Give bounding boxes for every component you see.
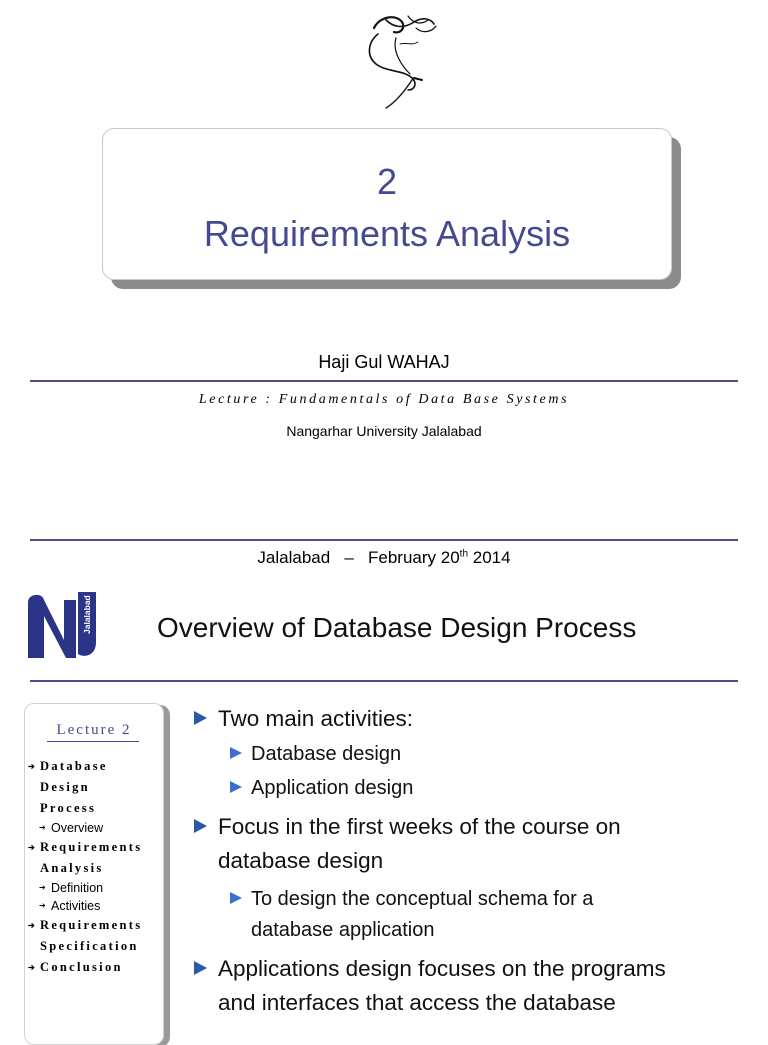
sidebar-item-label: Design: [40, 780, 90, 794]
bullet-item: [194, 810, 754, 878]
lecture-sidebar: [24, 703, 164, 1045]
sub-bullet-item: [194, 884, 754, 946]
bullet-item: [194, 702, 754, 736]
nav-arrow-icon: ➔: [28, 921, 38, 930]
nav-arrow-icon: ➔: [28, 762, 38, 771]
place: Jalalabad: [257, 548, 331, 567]
date-suffix: th: [459, 548, 469, 560]
divider: [30, 680, 738, 682]
date: February 20: [368, 548, 460, 567]
bullet-text: To design the conceptual schema for a: [251, 888, 594, 910]
sidebar-heading-underline: [47, 741, 139, 742]
bullet-triangle-icon: [194, 711, 207, 725]
bullet-triangle-icon: [230, 747, 242, 759]
sidebar-item-label: Process: [40, 801, 97, 815]
sidebar-item-label: Specification: [40, 939, 139, 953]
nav-arrow-icon: ➔: [39, 883, 46, 892]
nav-arrow-icon: ➔: [39, 823, 46, 832]
author-name: Haji Gul WAHAJ: [318, 352, 450, 372]
sidebar-item-label: Database: [40, 759, 108, 773]
university-name: Nangarhar University Jalalabad: [286, 423, 482, 439]
sub-bullet-item: [194, 739, 754, 770]
bullet-triangle-icon: [194, 819, 207, 833]
sidebar-item-requirements-analysis[interactable]: [25, 837, 165, 879]
bullet-text: Applications design focuses on the programs: [218, 956, 666, 981]
sidebar-item-database-design-process[interactable]: [25, 756, 165, 819]
bullet-text: and interfaces that access the database: [218, 990, 616, 1015]
sidebar-item-label: Requirements: [40, 840, 143, 854]
sidebar-item-label: Definition: [51, 881, 104, 895]
bullet-text: Two main activities:: [218, 706, 414, 731]
sidebar-item-label: Requirements: [40, 918, 143, 932]
bullet-text: database application: [251, 919, 435, 941]
nav-arrow-icon: ➔: [28, 963, 38, 972]
sidebar-item-requirements-specification[interactable]: [25, 915, 165, 957]
sidebar-item-definition[interactable]: [25, 879, 165, 897]
sidebar-item-activities[interactable]: [25, 897, 165, 915]
sidebar-nav: [25, 756, 165, 978]
place-and-date: [0, 548, 768, 568]
bullet-list: [194, 702, 754, 1020]
sub-bullet-item: [194, 773, 754, 804]
nav-arrow-icon: ➔: [39, 901, 46, 910]
lecture-title: Requirements Analysis: [203, 213, 571, 254]
university-logo: [26, 586, 100, 660]
bullet-triangle-icon: [194, 961, 207, 975]
bullet-triangle-icon: [230, 781, 242, 793]
slide-title: Overview of Database Design Process: [157, 612, 637, 643]
course-name: Lecture : Fundamentals of Data Base Systems: [198, 392, 570, 407]
bullet-text: Focus in the first weeks of the course on: [218, 814, 621, 839]
lecture-number: 2: [376, 161, 398, 202]
bullet-text: Database design: [251, 743, 402, 765]
logo-text: Jalalabad: [82, 595, 92, 634]
sidebar-item-label: Activities: [51, 899, 101, 913]
bullet-item: [194, 952, 754, 1020]
divider: [30, 539, 738, 541]
bullet-text: database design: [218, 848, 384, 873]
sidebar-item-label: Conclusion: [40, 960, 123, 974]
divider: [30, 380, 738, 382]
sidebar-item-label: Analysis: [40, 861, 104, 875]
sidebar-item-conclusion[interactable]: [25, 957, 165, 978]
sidebar-item-overview[interactable]: [25, 819, 165, 837]
calligraphy-emblem: [356, 8, 446, 112]
sidebar-heading: Lecture 2: [56, 722, 132, 738]
nav-arrow-icon: ➔: [28, 843, 38, 852]
separator: –: [344, 548, 354, 567]
bullet-text: Application design: [251, 777, 414, 799]
title-box: [102, 128, 672, 280]
year: 2014: [472, 548, 511, 567]
sidebar-item-label: Overview: [51, 821, 104, 835]
bullet-triangle-icon: [230, 892, 242, 904]
